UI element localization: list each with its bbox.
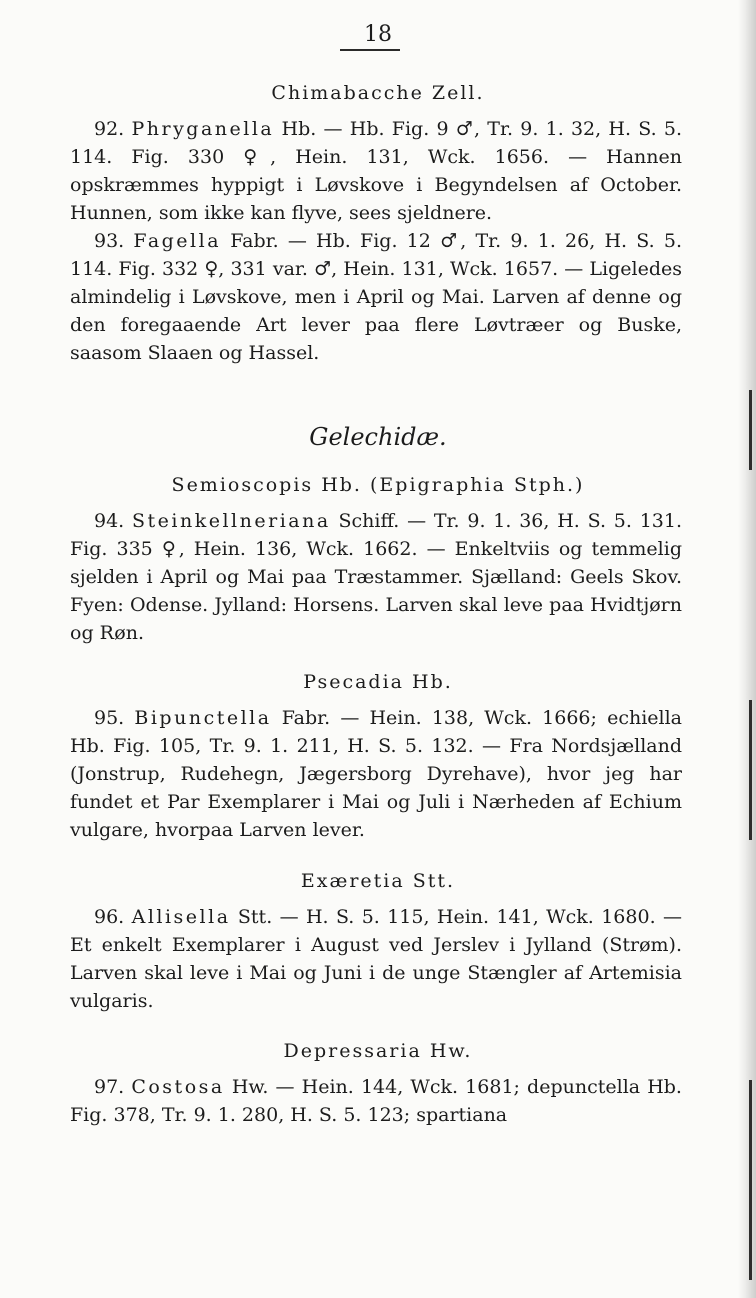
species-entry-93 (70, 227, 682, 367)
entry-text: Hw. — Hein. 144, Wck. 1681; depunctella Hb. Fig. 378, Tr. 9. 1. 280, H. S. 5. 123; spartiana (70, 1076, 682, 1126)
page-spine-shadow (738, 0, 756, 1298)
page-number-underline (340, 49, 400, 51)
entry-number: 97. (94, 1076, 125, 1098)
entry-number: 93. (94, 230, 125, 252)
species-name: Bipunctella (134, 707, 272, 729)
genus-heading-chimabacche: Chimabacche Zell. (271, 82, 485, 104)
genus-heading-exaeretia: Exæretia Stt. (300, 870, 456, 892)
species-entry-94 (70, 507, 682, 647)
entry-text: Fabr. — Hein. 138, Wck. 1666; echiella Hb. Fig. 105, Tr. 9. 1. 211, H. S. 5. 132. — Fra Nordsjælland (Jonstrup, Rudehegn, Jægersborg Dyrehave), hvor jeg har fundet et Par Exemplarer i Mai og Juli i Nærheden af Echium vulgare, hvorpaa Larven lever. (70, 707, 683, 841)
entry-text: Schiff. — Tr. 9. 1. 36, H. S. 5. 131. Fig. 335 ♀, Hein. 136, Wck. 1662. — Enkeltviis og temmelig sjelden i April og Mai paa Træstammer. Sjælland: Geels Skov. Fyen: Odense. Jylland: Horsens. Larven skal leve paa Hvidtjørn og Røn. (70, 510, 682, 644)
family-heading-gelechidae: Gelechidæ. (309, 423, 447, 451)
spine-mark (749, 700, 752, 840)
species-entry-95 (70, 704, 682, 844)
species-name: Fagella (133, 230, 222, 252)
spine-mark (749, 390, 752, 470)
species-name: Costosa (131, 1076, 225, 1098)
page-number: 18 (364, 22, 392, 47)
entry-text: Stt. — H. S. 5. 115, Hein. 141, Wck. 1680. — Et enkelt Exemplarer i August ved Jerslev i Jylland (Strøm). Larven skal leve i Mai og Juni i de unge Stængler af Artemisia vulgaris. (70, 906, 682, 1012)
entry-text: Fabr. — Hb. Fig. 12 ♂, Tr. 9. 1. 26, H. S. 5. 114. Fig. 332 ♀, 331 var. ♂, Hein. 131, Wck. 1657. — Ligeledes almindelig i Løvskove, men i April og Mai. Larven af denne og den foregaaende Art lever paa flere Løvtræer og Buske, saasom Slaaen og Hassel. (70, 230, 682, 364)
entry-number: 96. (94, 906, 125, 928)
genus-heading-psecadia: Psecadia Hb. (303, 671, 453, 693)
genus-heading-semioscopis: Semioscopis Hb. (Epigraphia Stph.) (171, 474, 585, 496)
species-name: Phryganella (131, 118, 275, 140)
spine-mark (749, 1080, 752, 1280)
species-name: Steinkellneriana (132, 510, 331, 532)
entry-number: 95. (94, 707, 125, 729)
species-entry-97 (70, 1073, 682, 1129)
entry-text: Hb. — Hb. Fig. 9 ♂, Tr. 9. 1. 32, H. S. 5. 114. Fig. 330 ♀, Hein. 131, Wck. 1656. — Hannen opskræmmes hyppigt i Løvskove i Begyndelsen af October. Hunnen, som ikke kan flyve, sees sjeldnere. (70, 118, 683, 224)
entry-number: 94. (94, 510, 125, 532)
species-entry-96 (70, 903, 682, 1015)
genus-heading-depressaria: Depressaria Hw. (283, 1040, 473, 1062)
species-entry-92 (70, 115, 682, 227)
species-name: Allisella (131, 906, 231, 928)
entry-number: 92. (94, 118, 125, 140)
